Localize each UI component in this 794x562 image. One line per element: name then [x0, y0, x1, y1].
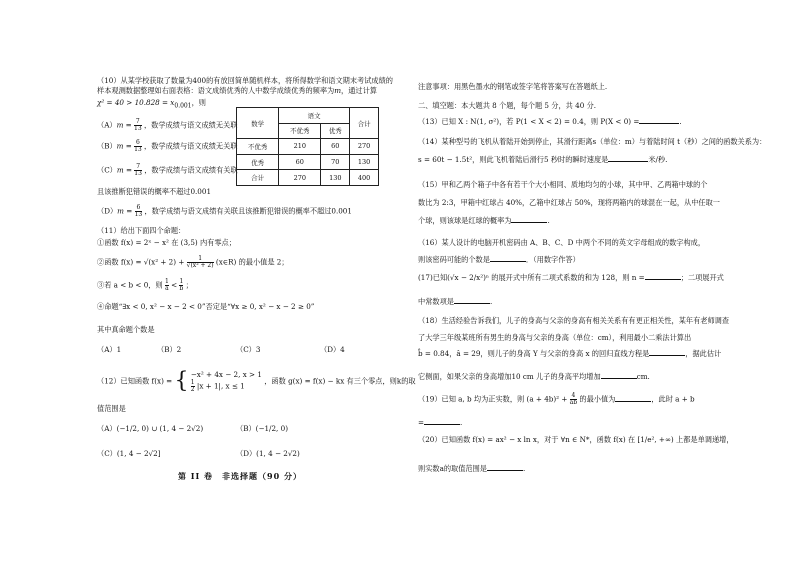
q10-stem-1: （10）从某学校获取了数量为400的有放回简单随机样本，将所得数学和语文期末考试成绩的	[97, 76, 393, 85]
q11-ask: 其中真命题个数是	[97, 325, 155, 334]
table-cell: 60	[321, 139, 350, 155]
table-header-total: 合计	[350, 108, 379, 139]
table-cell: 不优秀	[237, 139, 279, 155]
q15-line-3: 个球，则该球是红球的概率为 .	[418, 216, 550, 225]
q12-stem-tail: 值范围是	[97, 404, 126, 413]
table-header-good: 优秀	[321, 123, 350, 139]
table-cell: 70	[321, 154, 350, 170]
q11-option-c: （C）3	[236, 345, 261, 354]
q10-option-c: （C）m = $\frac{7}{13}$ ，数学成绩与语文成绩有关联	[97, 163, 238, 177]
q11-option-a: （A）1	[97, 345, 122, 354]
table-cell: 130	[350, 154, 379, 170]
q14-line-1: （14）某种型号的飞机从着陆开始到停止，其滑行距离s（单位：m）与着陆时间 t（秒）之间的函数关系为：	[418, 137, 767, 146]
q17-line-2: 中常数项是 .	[418, 297, 493, 306]
table-cell: 400	[350, 170, 379, 186]
q16-line-2: 则该密码可能的个数是 ．（用数字作答）	[418, 255, 580, 264]
q18-line-2: 了大学三年级某班所有男生的身高与父亲的身高（单位：cm），利用最小二乘法计算出	[418, 333, 692, 342]
q19-line-2: = .	[418, 418, 463, 427]
table-cell: 130	[321, 170, 350, 186]
q17-line-1: (17)已知(√x − 2/x²)ⁿ 的展开式中所有二项式系数的和为 128，则 n = ；二项展开式	[418, 273, 724, 282]
table-header-math: 数学	[237, 108, 279, 139]
q15-line-2: 数比为 2:3，甲箱中红球占 40%，乙箱中红球占 50%，现将两箱内的球混在一起，从中任取一	[418, 198, 720, 207]
table-row	[237, 170, 379, 186]
table-cell: 合计	[237, 170, 279, 186]
q12-option-c: （C）(1, 4 − 2√2]	[97, 449, 161, 458]
q18-line-3: b̂ = 0.84，â = 29，则儿子的身高 Y 与父亲的身高 x 的回归直线方程是 ，据此估计	[418, 349, 722, 358]
q13: （13）已知 X : N(1, σ²)，若 P(1 < X < 2) = 0.4，则 P(X < 0) = .	[418, 117, 682, 126]
contingency-table	[236, 107, 379, 186]
q16-line-1: （16）某人设计的电脑开机密码由 A、B、C、D 中两个不同的英文字母组成的数字构成，	[418, 238, 706, 247]
q11-prop-1: ①函数 f(x) = 2ˣ − x² 在 (3,5) 内有零点；	[97, 238, 236, 247]
table-cell: 270	[279, 170, 321, 186]
q11-prop-2: ②函数 f(x) = √(x² + 2) + $\frac{1}{\text{√(x² + 2)}}$ (x∈R) 的最小值是 2；	[97, 255, 289, 269]
table-cell: 优秀	[237, 154, 279, 170]
table-row	[237, 154, 379, 170]
fill-section-title: 二、填空题：本大题共 8 个题，每个题 5 分，共 40 分.	[418, 101, 597, 110]
q12-option-a: （A）(−1/2, 0) ∪ (1, 4 − 2√2)	[97, 424, 204, 433]
table-header-notgood: 不优秀	[279, 123, 321, 139]
q11-option-b: （B）2	[157, 345, 182, 354]
q12-stem: （12）已知函数 f(x) = { −x² + 4x − 2, x > 1 $\frac{1}{2}$ |x + 1|, x ≤ 1 ，函数 g(x) = f(x) − kx 有三个零点，则k的取	[97, 368, 416, 394]
q18-line-1: （18）生活经验告诉我们，儿子的身高与父亲的身高有相关关系有有更正相关性，某年有老师调查	[418, 316, 730, 325]
table-cell: 270	[350, 139, 379, 155]
q19-line-1: （19）已知 a, b 均为正实数，则 (a + 4b)² + $\frac{4}{ab}$ 的最小值为 ，此时 a + b	[418, 392, 695, 406]
q10-option-a: （A）m = $\frac{7}{13}$ ，数学成绩与语文成绩无关联	[97, 118, 238, 132]
table-cell: 60	[279, 154, 321, 170]
q20-line-1: （20）已知函数 f(x) = ax² − x ln x，对于 ∀n ∈ N*，函数 f(x) 在 [1/e², +∞) 上都是单调递增，	[418, 435, 734, 444]
q12-option-b: （B）(−1/2, 0)	[236, 424, 288, 433]
q10-option-b: （B）m = $\frac{6}{13}$ ，数学成绩与语文成绩无关联	[97, 139, 238, 153]
notice: 注意事项：用黑色墨水的钢笔或签字笔将答案写在答题纸上.	[418, 82, 608, 91]
table-cell: 210	[279, 139, 321, 155]
q11-option-d: （D）4	[320, 345, 345, 354]
q11-prop-4: ④命题“∃x < 0, x² − x − 2 < 0”否定是“∀x ≥ 0, x² − x − 2 ≥ 0”	[97, 302, 315, 311]
q10-chi-square: $\chi^2 = 40 > 10.828 = x_{0.001}$，则	[97, 98, 206, 110]
q12-option-d: （D）(1, 4 − 2√2)	[236, 449, 300, 458]
table-header-chinese: 语文	[279, 108, 350, 124]
section-two-title: 第 II 卷 非选择题（90 分）	[178, 471, 302, 481]
q18-line-4: 它侧面，如果父亲的身高增加10 cm 儿子的身高平均增加 cm.	[418, 372, 650, 381]
q11-stem: （11）给出下面四个命题：	[97, 226, 186, 235]
q14-line-2: s = 60t − 1.5t²，则此飞机着陆后滑行5 秒时的瞬时速度是 米/秒.	[418, 155, 668, 164]
table-row	[237, 139, 379, 155]
q11-prop-3: ③若 a < b < 0，则 $\frac{1}{a}$ < $\frac{1}{b}$ ；	[97, 278, 193, 292]
q20-line-2: 则实数a的取值范围是 .	[418, 464, 526, 473]
q10-note: 且该推断犯错误的概率不超过0.001	[97, 187, 212, 196]
q10-stem-2: 样本观测数据整理如右面表格：语文成绩优秀的人中数学成绩优秀的频率为m，通过计算	[97, 86, 377, 95]
q10-option-d: （D）m = $\frac{6}{13}$ ，数学成绩与语文成绩有关联且该推断犯错误的概率不超过0.001	[97, 204, 352, 218]
q15-line-1: （15）甲和乙两个箱子中各有若干个大小相同、质地均匀的小球，其中甲、乙两箱中球的个	[418, 180, 708, 189]
